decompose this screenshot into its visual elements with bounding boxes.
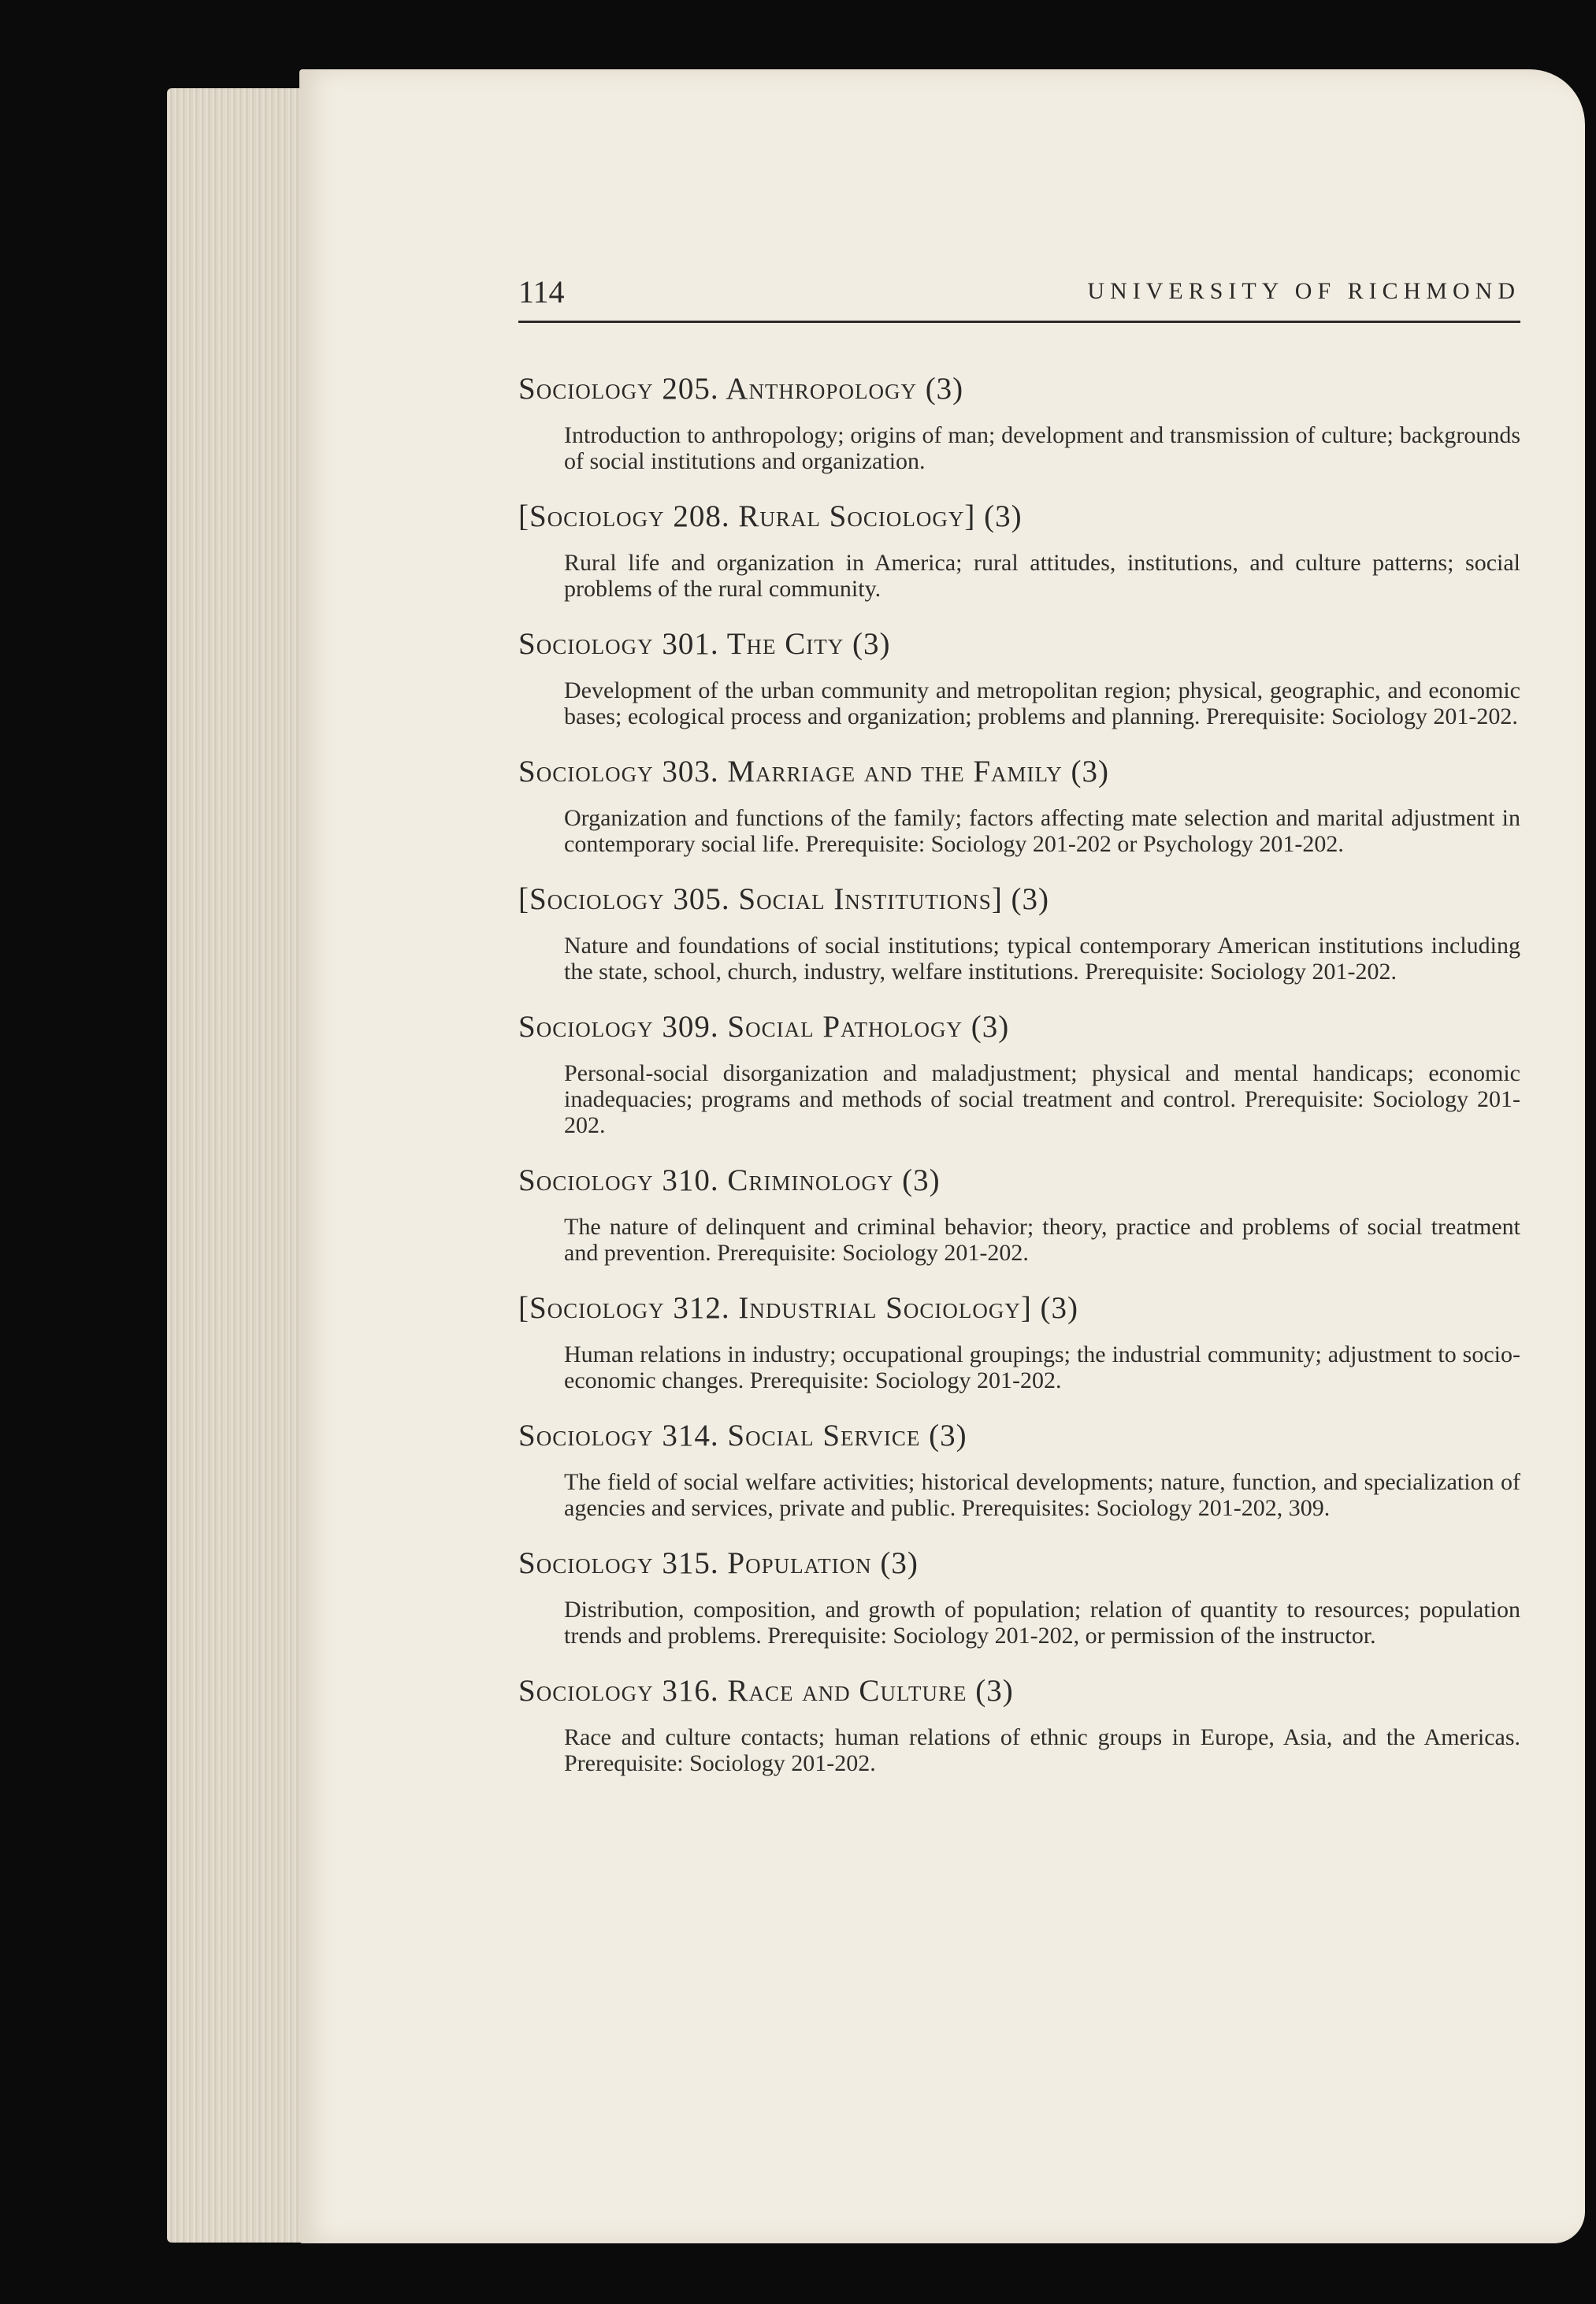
course-description: Organization and functions of the family; factors affecting mate selection and marital adjustment in contemporary social life. Prerequisite: Sociology 201-202 or Psychology 201-202. [564,805,1520,857]
running-head: UNIVERSITY OF RICHMOND [1087,278,1520,304]
course-title: Sociology 303. Marriage and the Family (3) [518,755,1110,788]
course-entry [518,1671,1520,1776]
course-title: Sociology 309. Social Pathology (3) [518,1010,1010,1044]
page-header [518,272,1520,323]
course-list [518,369,1520,1798]
course-title: [Sociology 305. Social Institutions] (3) [518,882,1050,916]
course-entry [518,624,1520,729]
course-title: Sociology 310. Criminology (3) [518,1163,941,1197]
course-entry [518,369,1520,474]
course-description: Nature and foundations of social institutions; typical contemporary American institutions including the state, school, church, industry, welfare institutions. Prerequisite: Sociology 201-202. [564,933,1520,985]
course-description: Development of the urban community and metropolitan region; physical, geographic, and economic bases; ecological process and organization; problems and planning. Prerequisite: Sociology 201-202. [564,677,1520,729]
course-entry [518,1288,1520,1393]
course-description: Personal-social disorganization and maladjustment; physical and mental handicaps; economic inadequacies; programs and methods of social treatment and control. Prerequisite: Sociology 201-202. [564,1060,1520,1138]
course-description: Rural life and organization in America; rural attitudes, institutions, and culture patterns; social problems of the rural community. [564,550,1520,602]
course-entry [518,496,1520,602]
course-entry [518,879,1520,985]
course-entry [518,1007,1520,1138]
course-description: Human relations in industry; occupational groupings; the industrial community; adjustment to socio-economic changes. Prerequisite: Sociology 201-202. [564,1341,1520,1393]
course-description: Race and culture contacts; human relations of ethnic groups in Europe, Asia, and the Americas. Prerequisite: Sociology 201-202. [564,1724,1520,1776]
course-title: [Sociology 312. Industrial Sociology] (3) [518,1291,1079,1325]
course-description: The field of social welfare activities; historical developments; nature, function, and specialization of agencies and services, private and public. Prerequisites: Sociology 201-202, 309. [564,1469,1520,1521]
course-title: Sociology 301. The City (3) [518,627,891,661]
course-entry [518,1543,1520,1649]
course-description: The nature of delinquent and criminal behavior; theory, practice and problems of social treatment and prevention. Prerequisite: Sociology 201-202. [564,1214,1520,1266]
page-number: 114 [518,274,565,310]
course-title: Sociology 315. Population (3) [518,1546,919,1580]
course-description: Introduction to anthropology; origins of man; development and transmission of culture; backgrounds of social institutions and organization. [564,422,1520,474]
course-title: Sociology 314. Social Service (3) [518,1419,967,1453]
course-title: Sociology 316. Race and Culture (3) [518,1674,1014,1708]
course-entry [518,1415,1520,1521]
course-entry [518,1160,1520,1266]
book-page-edges [167,88,309,2243]
course-title: Sociology 205. Anthropology (3) [518,372,964,406]
course-entry [518,751,1520,857]
course-description: Distribution, composition, and growth of population; relation of quantity to resources; population trends and problems. Prerequisite: Sociology 201-202, or permission of the instructor. [564,1597,1520,1649]
course-title: [Sociology 208. Rural Sociology] (3) [518,499,1023,533]
